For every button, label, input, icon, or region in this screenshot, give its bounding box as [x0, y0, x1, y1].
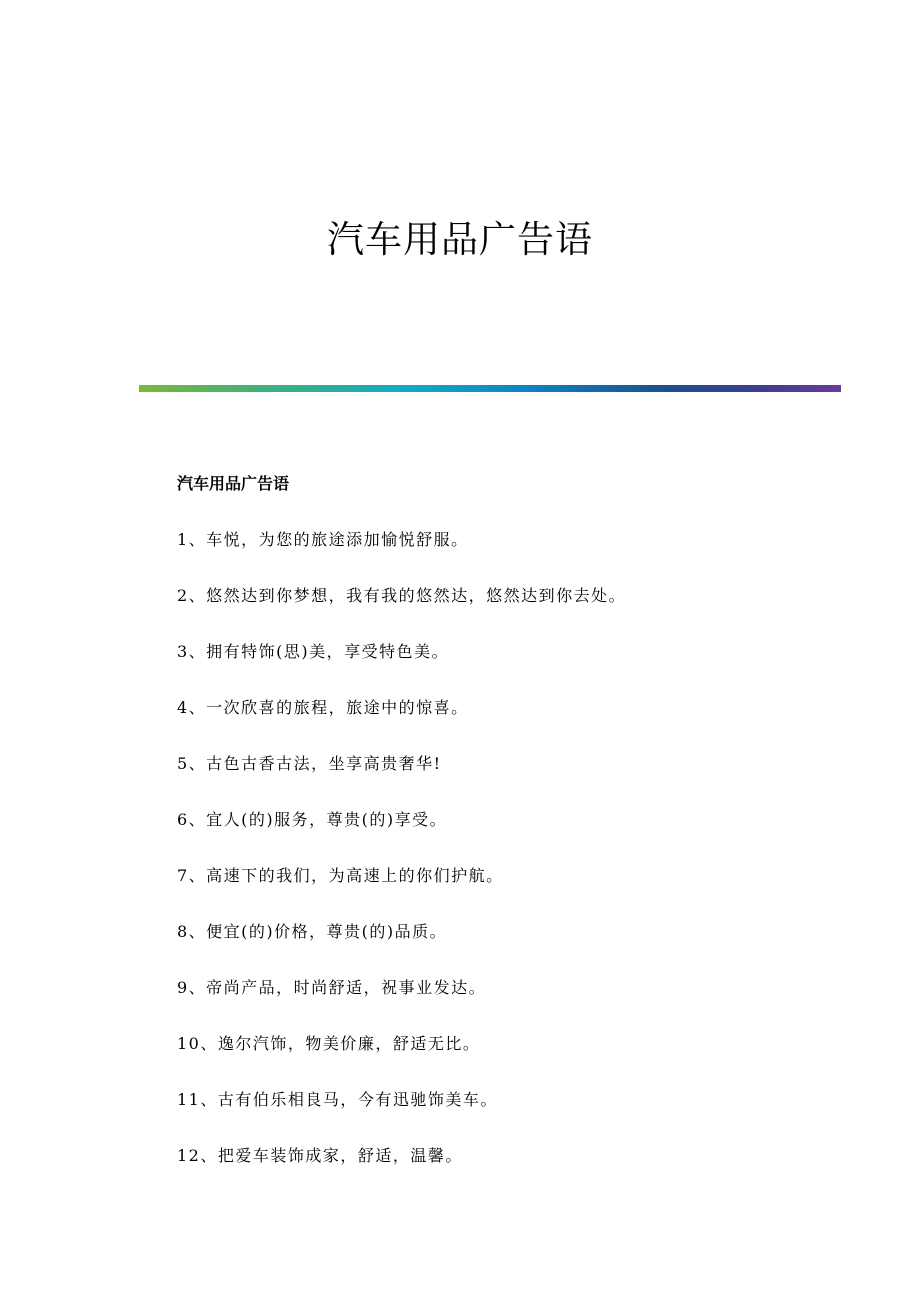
- slogan-list: [177, 527, 626, 1199]
- slogan-item: 2、悠然达到你梦想，我有我的悠然达，悠然达到你去处。: [177, 586, 627, 605]
- slogan-item: 5、古色古香古法，坐享高贵奢华!: [177, 754, 442, 773]
- slogan-item: 9、帝尚产品，时尚舒适，祝事业发达。: [177, 978, 487, 997]
- document-title: 汽车用品广告语: [327, 218, 593, 261]
- slogan-item: 3、拥有特饰(思)美，享受特色美。: [177, 642, 450, 661]
- slogan-item: 12、把爱车装饰成家，舒适，温馨。: [177, 1146, 463, 1165]
- slogan-item: 10、逸尔汽饰，物美价廉，舒适无比。: [177, 1034, 481, 1053]
- slogan-item: 11、古有伯乐相良马，今有迅驰饰美车。: [177, 1090, 498, 1109]
- slogan-item: 6、宜人(的)服务，尊贵(的)享受。: [177, 810, 448, 829]
- slogan-item: 7、高速下的我们，为高速上的你们护航。: [177, 866, 504, 885]
- slogan-item: 8、便宜(的)价格，尊贵(的)品质。: [177, 922, 448, 941]
- gradient-divider: [139, 385, 841, 392]
- slogan-item: 4、一次欣喜的旅程，旅途中的惊喜。: [177, 698, 469, 717]
- slogan-item: 1、车悦，为您的旅途添加愉悦舒服。: [177, 530, 469, 549]
- section-heading: 汽车用品广告语: [177, 474, 290, 493]
